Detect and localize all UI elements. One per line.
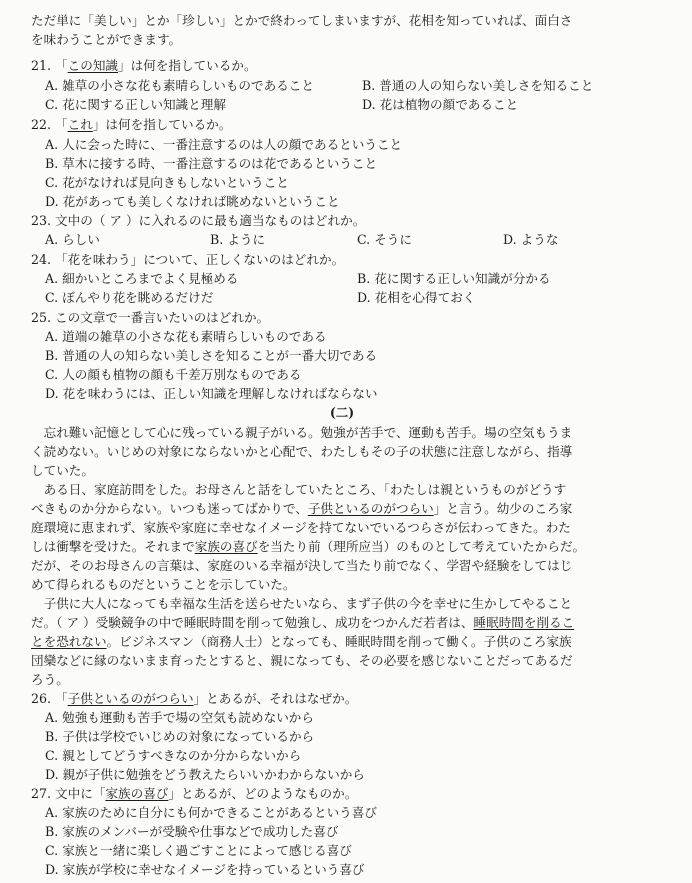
q26-option-c: C. 親としてどうすべきなのか分からないから — [45, 748, 302, 763]
q27-option-c: C. 家族と一緒に楽しく過ごすことによって感じる喜び — [45, 843, 352, 858]
passage-p1-line-1: 忘れ難い記憶として心に残っている親子がいる。勉強が苦手で、運動も苦手。場の空気もうま — [31, 425, 573, 440]
passage-text: 。ビジネスマン（商務人士）となっても、睡眠時間を削って働く。子供のころ家族 — [106, 634, 572, 649]
q27-option-a: A. 家族のために自分にも何かできることがあるという喜び — [45, 805, 377, 820]
q24-option-b: B. 花に関する正しい知識が分かる — [357, 271, 551, 286]
q26-option-d: D. 親が子供に勉強をどう教えたらいいかわからないから — [45, 767, 365, 782]
q26-option-a: A. 勉強も運動も苦手で場の空気も読めないから — [45, 710, 314, 725]
q25-option-a: A. 道端の雑草の小さな花も素晴らしいものである — [45, 329, 327, 344]
passage-text: だ。（ ア ）受験競争の中で睡眠時間を削って勉強し、成功をつかんだ若者は、 — [31, 615, 474, 630]
q22-option-c: C. 花がなければ見向きもしないということ — [45, 175, 289, 190]
q26-option-b: B. 子供は学校でいじめの対象になっているから — [45, 729, 315, 744]
intro-line-1: ただ単に「美しい」とか「珍しい」とかで終わってしまいますが、花相を知っていれば、面白さ — [31, 13, 573, 28]
question-23: 23. 文中の（ ア ）に入れるのに最も適当なものはどれか。 — [31, 213, 366, 228]
passage-p1-line-2: く読めない。いじめの対象にならないかと心配で、わたしもその子の状態に注意しながら、指導 — [31, 444, 573, 459]
q21-option-d: D. 花は植物の顔であること — [362, 97, 519, 112]
passage-underline-kodomo: 子供といるのがつらい — [307, 501, 434, 516]
q22-option-d: D. 花があっても美しくなければ眺めないということ — [45, 194, 340, 209]
q24-option-a: A. 細かいところまでよく見極める — [45, 271, 239, 286]
q21-option-b: B. 普通の人の知らない美しさを知ること — [362, 78, 594, 93]
passage-underline-kazoku: 家族の喜び — [194, 539, 258, 554]
q24-option-d: D. 花相を心得ておく — [357, 290, 476, 305]
passage-text: しは衝撃を受けた。それまで — [31, 539, 195, 554]
passage-text: 」と言う。幼少のころ家 — [433, 501, 573, 516]
q21-suffix: 」は何を指しているか。 — [118, 58, 257, 73]
question-21 — [31, 57, 257, 75]
q25-option-b: B. 普通の人の知らない美しさを知ることが一番大切である — [45, 348, 378, 363]
question-26 — [31, 690, 357, 708]
intro-line-2: を味わうことができます。 — [31, 32, 182, 47]
q25-option-d: D. 花を味わうには、正しい知識を理解しなければならない — [45, 386, 378, 401]
q27-suffix: 」とあるが、どのようなものか。 — [168, 786, 358, 801]
q26-prefix: 26. 「 — [31, 691, 68, 706]
q22-suffix: 」は何を指しているか。 — [92, 117, 232, 132]
q27-keyword: 家族の喜び — [105, 786, 169, 801]
passage-p1-line-3: していた。 — [31, 463, 94, 478]
passage-p2-line-4 — [31, 538, 585, 556]
q23-option-d: D. ような — [503, 232, 559, 247]
question-27 — [31, 785, 357, 803]
question-24: 24. 「花を味わう」について、正しくないのはどれか。 — [31, 252, 345, 267]
q27-option-d: D. 家族が学校に幸せなイメージを持っているという喜び — [45, 862, 365, 877]
q22-option-b: B. 草木に接する時、一番注意するのは花であるということ — [45, 156, 378, 171]
q26-keyword: 子供といるのがつらい — [67, 691, 194, 706]
q27-prefix: 27. 文中に「 — [31, 786, 106, 801]
q24-option-c: C. ぼんやり花を眺めるだけだ — [45, 290, 214, 305]
q23-option-b: B. ように — [210, 232, 266, 247]
q21-option-c: C. 花に関する正しい知識と理解 — [45, 97, 226, 112]
passage-p3-line-2 — [31, 614, 574, 632]
passage-underline-suimin: 睡眠時間を削るこ — [473, 615, 575, 630]
passage-p3-line-5: ろう。 — [31, 672, 69, 687]
q21-keyword: この知識 — [67, 58, 119, 73]
passage-text: を当たり前（理所应当）のものとして考えていたからだ。 — [257, 539, 586, 554]
q21-prefix: 21. 「 — [31, 58, 68, 73]
passage-p3-line-3 — [31, 633, 572, 651]
q21-option-a: A. 雑草の小さな花も素晴らしいものであること — [45, 78, 314, 93]
passage-p3-line-1: 子供に大人になっても幸福な生活を送らせたいなら、まず子供の今を幸せに生かしてやること — [31, 596, 573, 611]
passage-p2-line-5: だが、そのお母さんの言葉は、家庭のいる幸福が決して当たり前でなく、学習や経験をしてはじ — [31, 558, 573, 573]
q22-keyword: これ — [67, 117, 93, 132]
passage-p2-line-2 — [31, 500, 572, 518]
q23-option-c: C. そうに — [357, 232, 412, 247]
passage-p3-line-4: 団欒などに縁のないまま育ったとすると、親になっても、その必要を感じないことだってあるだ — [31, 653, 573, 668]
q27-option-b: B. 家族のメンバーが受験や仕事などで成功した喜び — [45, 824, 339, 839]
q26-suffix: 」とあるが、それはなぜか。 — [193, 691, 358, 706]
q22-option-a: A. 人に会った時に、一番注意するのは人の顔であるということ — [45, 137, 403, 152]
passage-p2-line-3: 庭環境に恵まれず、家族や家庭に幸せなイメージを持てないでいるつらさが伝わってきた。わた — [31, 520, 571, 535]
question-25: 25. この文章で一番言いたいのはどれか。 — [31, 310, 270, 325]
passage-text: べきものか分からない。いつも迷ってばかりで、 — [31, 501, 308, 516]
passage-p2-line-1: ある日、家庭訪問をした。お母さんと話をしていたところ、「わたしは親というものがどうす — [31, 482, 567, 497]
q23-option-a: A. らしい — [45, 232, 100, 247]
q25-option-c: C. 人の顔も植物の顔も千差万別なものである — [45, 367, 302, 382]
section-2-heading: (二) — [329, 405, 355, 420]
question-22 — [31, 116, 231, 134]
q22-prefix: 22. 「 — [31, 117, 68, 132]
passage-p2-line-6: めて得られるものだということを示していた。 — [31, 577, 296, 592]
passage-underline-osorenai: とを恐れない — [31, 634, 107, 649]
